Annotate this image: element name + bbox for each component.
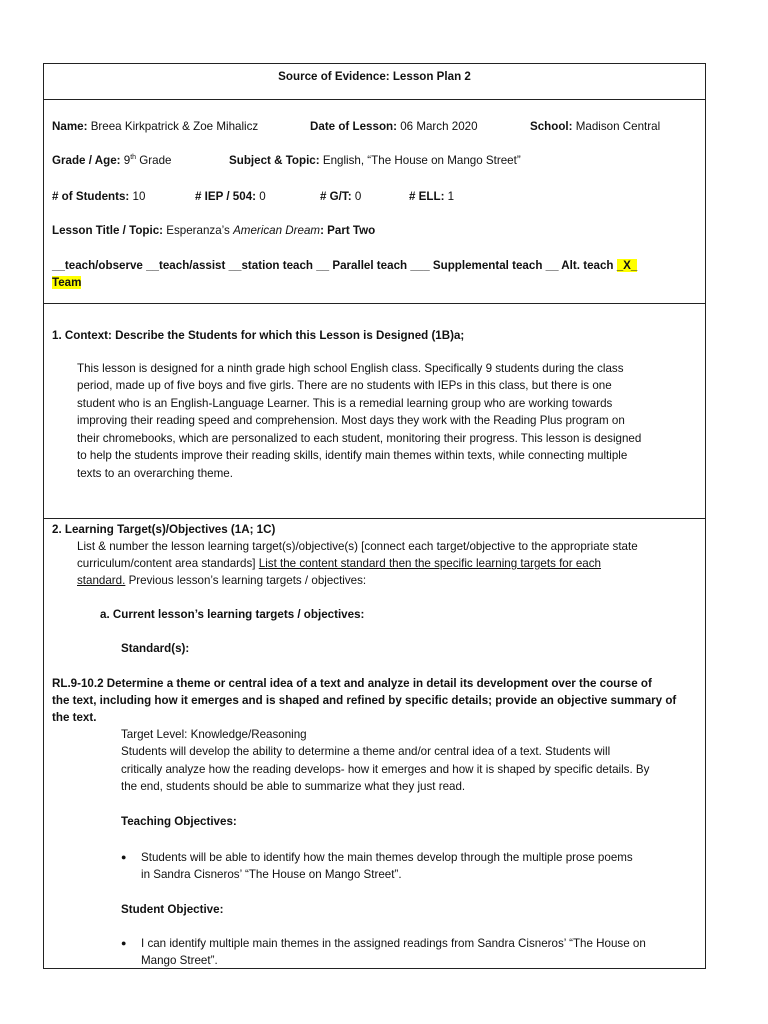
intro-plain: Previous lesson’s learning targets / objectives: <box>125 574 367 587</box>
lesson-plan-table <box>43 63 706 969</box>
context-line: to help the students improve their reading skills, identify main themes within texts, while connecting multiple <box>77 449 628 462</box>
ell-line <box>409 189 454 204</box>
target-line: the end, students should be able to summarize what they just read. <box>121 780 466 793</box>
target-line: Students will develop the ability to determine a theme and/or central idea of a text. Students will <box>121 745 611 758</box>
students-value: 10 <box>132 190 146 203</box>
targets-intro-line <box>77 556 601 571</box>
gt-line <box>320 189 361 204</box>
student-objective-line: Mango Street”. <box>141 954 218 967</box>
teaching-objectives-heading: Teaching Objectives: <box>121 815 237 828</box>
subject-value: English, “The House on Mango Street” <box>322 154 521 167</box>
teach-selected-team <box>52 275 81 290</box>
bullet-icon: ● <box>121 852 127 862</box>
bullet-icon: ● <box>121 938 127 948</box>
date-line <box>310 119 478 134</box>
intro-underlined: standard. <box>77 574 126 587</box>
iep-label: # IEP / 504: <box>195 190 257 203</box>
targets-heading: 2. Learning Target(s)/Objectives (1A; 1C) <box>52 523 276 536</box>
date-value: 06 March 2020 <box>400 120 478 133</box>
grade-value: 9 <box>123 154 131 167</box>
lesson-title-label: Lesson Title / Topic: <box>52 224 164 237</box>
context-line: their chromebooks, which are personalized to each student, monitoring their progress. This lesson is designed <box>77 432 642 445</box>
current-targets-heading: a. Current lesson’s learning targets / objectives: <box>100 608 365 621</box>
teach-options: __teach/observe __teach/assist __station teach __ Parallel teach ___ Supplemental teach __ Alt. teach <box>52 259 614 272</box>
teach-options-line <box>52 258 637 273</box>
row-divider <box>44 303 705 304</box>
student-objective-line: I can identify multiple main themes in the assigned readings from Sandra Cisneros’ “The House on <box>141 937 646 950</box>
name-line <box>52 119 258 134</box>
gt-label: # G/T: <box>320 190 352 203</box>
context-line: texts to an overarching theme. <box>77 467 233 480</box>
school-line <box>530 119 660 134</box>
lesson-title-pre: Esperanza’s <box>166 224 230 237</box>
name-label: Name: <box>52 120 88 133</box>
context-heading: 1. Context: Describe the Students for which this Lesson is Designed (1B)a; <box>52 329 465 342</box>
standard-line: the text. <box>52 711 97 724</box>
grade-suffix: Grade <box>139 154 172 167</box>
school-label: School: <box>530 120 573 133</box>
ell-label: # ELL: <box>409 190 445 203</box>
row-divider <box>44 99 705 100</box>
grade-label: Grade / Age: <box>52 154 121 167</box>
standards-label: Standard(s): <box>121 642 190 655</box>
iep-value: 0 <box>259 190 266 203</box>
intro-underlined: List the content standard then the specific learning targets for each <box>258 557 601 570</box>
context-line: period, made up of five boys and five girls. There are no students with IEPs in this class, but there is one <box>77 379 612 392</box>
targets-intro-line: List & number the lesson learning target(s)/objective(s) [connect each target/objective to the appropriate state <box>77 540 638 553</box>
targets-intro-line <box>77 573 366 588</box>
teaching-objective-line: in Sandra Cisneros’ “The House on Mango Street”. <box>141 868 402 881</box>
students-line <box>52 189 145 204</box>
students-label: # of Students: <box>52 190 130 203</box>
team-highlight: Team <box>52 276 82 289</box>
row-divider <box>44 518 705 519</box>
grade-line <box>52 153 172 168</box>
standard-line: the text, including how it emerges and is shaped and refined by specific details; provide an objective summary of <box>52 694 677 707</box>
ell-value: 1 <box>447 190 455 203</box>
context-line: improving their reading speed and comprehension. Most days they work with the Reading Plus program on <box>77 414 625 427</box>
target-line: critically analyze how the reading develops- how it emerges and how it is shaped by specific details. By <box>121 763 650 776</box>
context-line: This lesson is designed for a ninth grade high school English class. Specifically 9 students during the class <box>77 362 624 375</box>
teach-selected-mark: _X_ <box>616 259 638 272</box>
lesson-title-line <box>52 223 375 238</box>
school-value: Madison Central <box>575 120 661 133</box>
lesson-title-italic: American Dream <box>233 224 321 237</box>
target-level: Target Level: Knowledge/Reasoning <box>121 728 307 741</box>
name-value: Breea Kirkpatrick & Zoe Mihalicz <box>90 120 259 133</box>
iep-line <box>195 189 266 204</box>
subject-line <box>229 153 521 168</box>
subject-label: Subject & Topic: <box>229 154 320 167</box>
student-objective-heading: Student Objective: <box>121 903 224 916</box>
gt-value: 0 <box>354 190 362 203</box>
context-line: student who is an English-Language Learner. This is a remedial learning group who are working towards <box>77 397 613 410</box>
lesson-title-post: : Part Two <box>320 224 376 237</box>
intro-plain: curriculum/content area standards] <box>77 557 256 570</box>
teaching-objective-line: Students will be able to identify how the main themes develop through the multiple prose poems <box>141 851 633 864</box>
standard-line: RL.9-10.2 Determine a theme or central idea of a text and analyze in detail its development over the course of <box>52 677 652 690</box>
document-title: Source of Evidence: Lesson Plan 2 <box>278 70 471 83</box>
grade-sup: th <box>130 154 137 161</box>
date-label: Date of Lesson: <box>310 120 397 133</box>
